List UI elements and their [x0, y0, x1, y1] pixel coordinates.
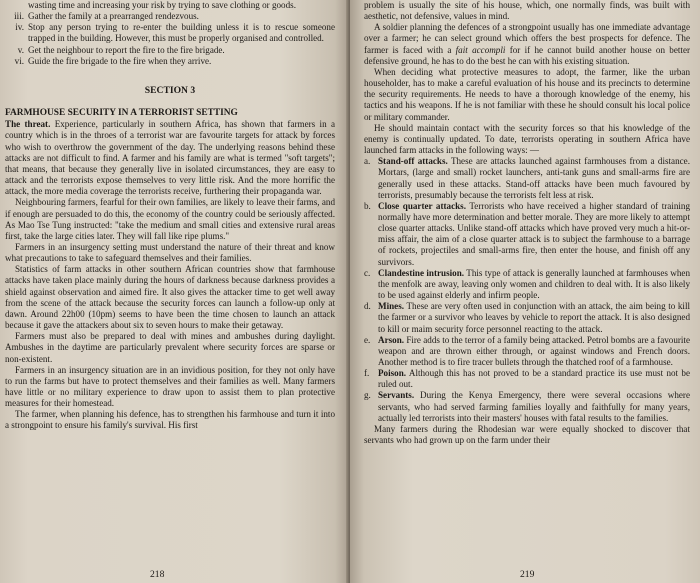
list-item: g. Servants. During the Kenya Emergency, there were several occasions where servants, who had served farming families loyally and faithfully for many years, actually led terrorists into their masters' houses with fatal results to the families. [364, 390, 690, 423]
list-item: a. Stand-off attacks. These are attacks launched against farmhouses from a distance. Mortars, (large and small) rocket launchers, anti-tank guns and small-arms fire are generally used in these attacks. Stand-off attacks have been much favoured by terrorists, presumably because the terrorists felt less at risk. [364, 156, 690, 200]
body-paragraph: He should maintain contact with the security forces so that his knowledge of the enemy is continually updated. To date, terrorists operating in southern Africa have launched farm attacks in the following ways: — [364, 122, 690, 156]
fire-procedure-list [5, 0, 335, 67]
list-item: e. Arson. Fire adds to the terror of a family being attacked. Petrol bombs are a favourite weapon and are thrown either through, or against windows and French doors. Another method is to fire tracer bullets through the thatched roof of a farmhouse. [364, 334, 690, 367]
list-item: v. Get the neighbour to report the fire to the fire brigade. [17, 44, 225, 55]
list-item: d. Mines. These are very often used in conjunction with an attack, the aim being to kill the farmer or a survivor who leaves by vehicle to report the attack. It is also designed to kill or maim security force personnel reacting to the attack. [364, 301, 691, 334]
attack-types-list [364, 156, 690, 424]
body-paragraph: Neighbouring farmers, fearful for their own families, are likely to leave their farms, and if enough are persuaded to do this, the economy of the country could be seriously affected. As Mao Tse Tung instructed: "take the medium and small cities and extensive rural areas first, take the large cities later. They will fall like ripe plums." [5, 197, 335, 241]
soldier-paragraph: A soldier planning the defences of a strongpoint usually has one immediate advantage over a farmer; he can select ground which offers the best prospects for defence. The farmer is faced with a fait accompli for if he cannot build another house on better defensive ground, he has to do the best he can with his existing situation. [364, 22, 691, 66]
list-item-continuation: wasting time and increasing your risk by trying to save clothing or goods. [28, 0, 296, 10]
section-heading: FARMHOUSE SECURITY IN A TERRORIST SETTING [5, 108, 238, 119]
list-item: iii. Gather the family at a prearranged rendezvous. [14, 11, 199, 22]
body-paragraph: Many farmers during the Rhodesian war were equally shocked to discover that servants who had grown up on the farm under their [364, 423, 690, 446]
left-page [0, 0, 349, 583]
body-paragraph: Farmers in an insurgency situation are in an invidious position, for they not only have to run the farms but have to protect themselves and their families as well. Many farmers have little or no military experience to draw upon to assist them to plan protective measures for their homestead. [5, 364, 335, 409]
right-page [350, 0, 700, 583]
body-paragraph: The farmer, when planning his defence, has to strengthen his farmhouse and turn it into a strongpoint to ensure his family's survival. His first [5, 409, 335, 431]
page-number: 219 [520, 568, 535, 580]
threat-paragraph [5, 119, 335, 197]
body-paragraph: problem is usually the site of his house, which, one normally finds, was built with aesthetic, not defensive, values in mind. [364, 0, 690, 22]
list-item: vi. Guide the fire brigade to the fire when they arrive. [14, 55, 212, 66]
list-item: f. Poison. Although this has not proved to be a standard practice its use must not be ruled out. [364, 368, 690, 390]
page-number: 218 [150, 568, 165, 580]
list-item: iv. Stop any person trying to re-enter the building unless it is to rescue someone trapped in the building. However, this must be properly organised and controlled. [15, 22, 335, 44]
list-item: c. Clandestine intrusion. This type of attack is generally launched at farmhouses when the menfolk are away, leaving only women and children to deal with. It is also likely to be used against elderly and infirm people. [364, 267, 691, 301]
body-paragraph: Farmers must also be prepared to deal with mines and ambushes during daylight. Ambushes in the daytime are particularly prevalent where security forces are sparse or non-existent. [5, 331, 335, 364]
italic-phrase: fait accompli [455, 44, 506, 55]
section-title: SECTION 3 [144, 84, 196, 96]
list-item: b. Close quarter attacks. Terrorists who have received a higher standard of training normally have more determination and better morale. They are more likely to attempt close quarter attacks. Unlike stand-off attacks which have proved very much a hit-or-miss affair, the aim of a close quarter attack is to subject the farmhouse to a barrage of rockets, projectiles and small-arms fire, then enter the house, and finish off any survivors. [364, 200, 690, 267]
body-paragraph: When deciding what protective measures to adopt, the farmer, like the urban householder, has to make a careful evaluation of his house and its precincts to determine the security requirements. He needs to have a thorough knowledge of the enemy, his tactics and his weapons. If he is not familiar with these he should consult his local police or military commander. [364, 66, 690, 122]
threat-text: Experience, particularly in southern Africa, has shown that farmers in a country which is in the throes of a terrorist war are favourite targets for attack by forces who wish to overthrow the government of the day. The underlying reasons behind these attacks are not difficult to find. A farmer and his family are what is termed "soft targets"; that means, that because they generally live in isolated circumstances, they are easy to attack and the terrorists expose themselves to very little risk. And the more horrific the attack, the more media coverage the terrorists receive, furthering their propaganda war. [5, 119, 335, 197]
threat-label: The threat. [5, 119, 51, 130]
body-paragraph: Farmers in an insurgency setting must understand the nature of their threat and know what precautions to take to safeguard themselves and their families. [5, 241, 335, 264]
body-paragraph: Statistics of farm attacks in other southern African countries show that farmhouse attacks have taken place mainly during the hours of darkness because darkness provides a shield against observation and aimed fire. It also gives the attacker time to get well away from the scene of the attack because the security forces can launch a follow-up only at dawn. Around 22h00 (10pm) seems to have been the time chosen to launch an attack because it gave the attackers about six to seven hours to make their getaway. [5, 264, 335, 331]
